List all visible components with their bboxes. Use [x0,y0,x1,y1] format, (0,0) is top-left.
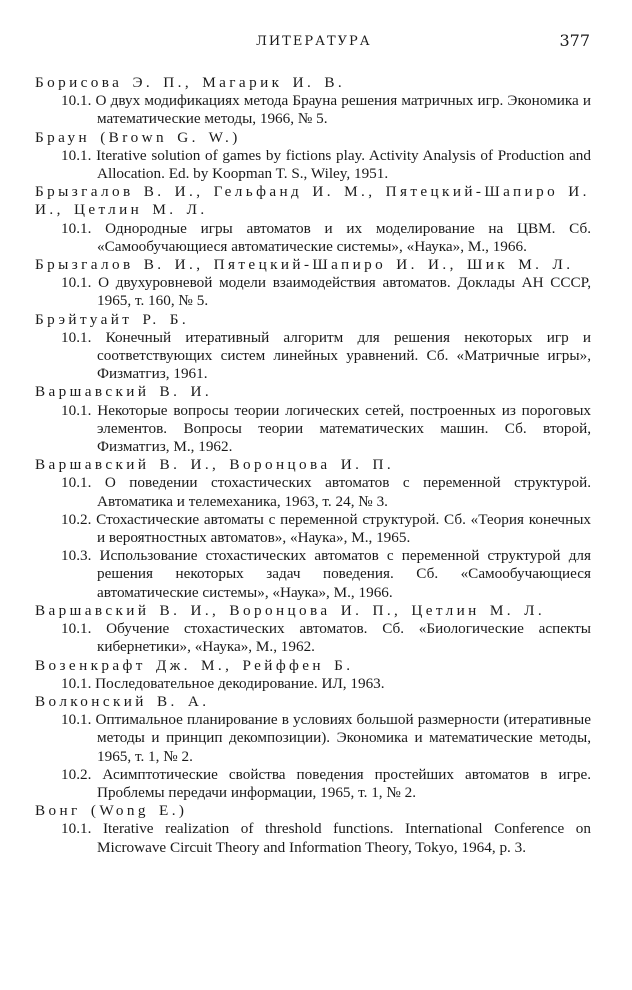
reference-author: Вонг (Wong E.) [35,802,188,820]
reference-work: 10.1. Некоторые вопросы теории логических сетей, построенных из пороговых элементов. Вопросы теории математических машин. Сб. второй, Физматгиз, М., 1962. [61,401,591,456]
reference-work: 10.1. О двухуровневой модели взаимодействия автоматов. Доклады АН СССР, 1965, т. 160, № 5. [61,274,591,310]
reference-author: Браун (Brown G. W.) [35,128,241,146]
reference-entry [35,183,591,256]
reference-entry [35,256,591,311]
reference-work: 10.1. Однородные игры автоматов и их моделирование на ЦВМ. Сб. «Самообучающиеся автоматические системы», «Наука», М., 1966. [61,219,591,255]
reference-work: 10.1. О двух модификациях метода Брауна решения матричных игр. Экономика и математические методы, 1966, № 5. [61,92,591,128]
running-title: ЛИТЕРАТУРА [256,34,372,49]
reference-work: 10.1. Обучение стохастических автоматов. Сб. «Биологические аспекты кибернетики», «Наука», М., 1962. [61,620,591,656]
reference-author: Борисова Э. П., Магарик И. В. [35,74,346,91]
reference-entry [35,602,591,657]
page-number: 377 [559,31,590,50]
reference-entry [35,456,591,602]
reference-author: Возенкрафт Дж. М., Рейффен Б. [35,656,354,674]
reference-entry [35,129,591,184]
reference-work: 10.1. Оптимальное планирование в условиях большой размерности (итеративные методы и принцип декомпозиции). Экономика и математические методы, 1965, т. 1, № 2. [61,711,591,765]
reference-work: 10.1. Конечный итеративный алгоритм для решения некоторых игр и соответствующих систем линейных уравнений. Сб. «Матричные игры», Физматгиз, 1961. [61,328,591,383]
reference-entry [35,383,591,456]
reference-entry [35,693,591,802]
running-head [0,31,632,56]
reference-entry [35,657,591,693]
reference-author: Брызгалов В. И., Пятецкий-Шапиро И. И., Шик М. Л. [35,256,574,274]
reference-work: 10.3. Использование стохастических автоматов с переменной структурой для решения некоторых задач поведения. Сб. «Самообучающиеся автоматические системы», «Наука», М., 1966. [61,547,591,601]
reference-work: 10.1. Последовательное декодирование. ИЛ, 1963. [61,674,385,692]
reference-author: Варшавский В. И., Воронцова И. П., Цетлин М. Л. [35,601,546,619]
reference-author: Волконский В. А. [35,692,210,710]
reference-entry [35,311,591,384]
reference-entry [35,802,591,857]
reference-entry [35,74,591,129]
reference-author: Брэйтуайт Р. Б. [35,310,190,328]
reference-work: 10.1. Iterative realization of threshold functions. International Conference on Microwave Circuit Theory and Information Theory, Tokyo, 1964, p. 3. [61,820,591,856]
reference-author: Варшавский В. И. [35,383,213,401]
reference-work: 10.2. Стохастические автоматы с переменной структурой. Сб. «Теория конечных и вероятностных автоматов», «Наука», М., 1965. [61,510,591,547]
reference-author: Брызгалов В. И., Гельфанд И. М., Пятецкий-Шапиро И. И., Цетлин М. Л. [35,183,590,219]
reference-work: 10.1. О поведении стохастических автоматов с переменной структурой. Автоматика и телемеханика, 1963, т. 24, № 3. [61,474,591,510]
reference-work: 10.1. Iterative solution of games by fictions play. Activity Analysis of Production and Allocation. Ed. by Koopman T. S., Wiley, 1951. [61,146,591,183]
reference-work: 10.2. Асимптотические свойства поведения простейших автоматов в игре. Проблемы передачи информации, 1965, т. 1, № 2. [61,765,591,801]
reference-author: Варшавский В. И., Воронцова И. П. [35,456,395,474]
reference-list [35,74,591,857]
